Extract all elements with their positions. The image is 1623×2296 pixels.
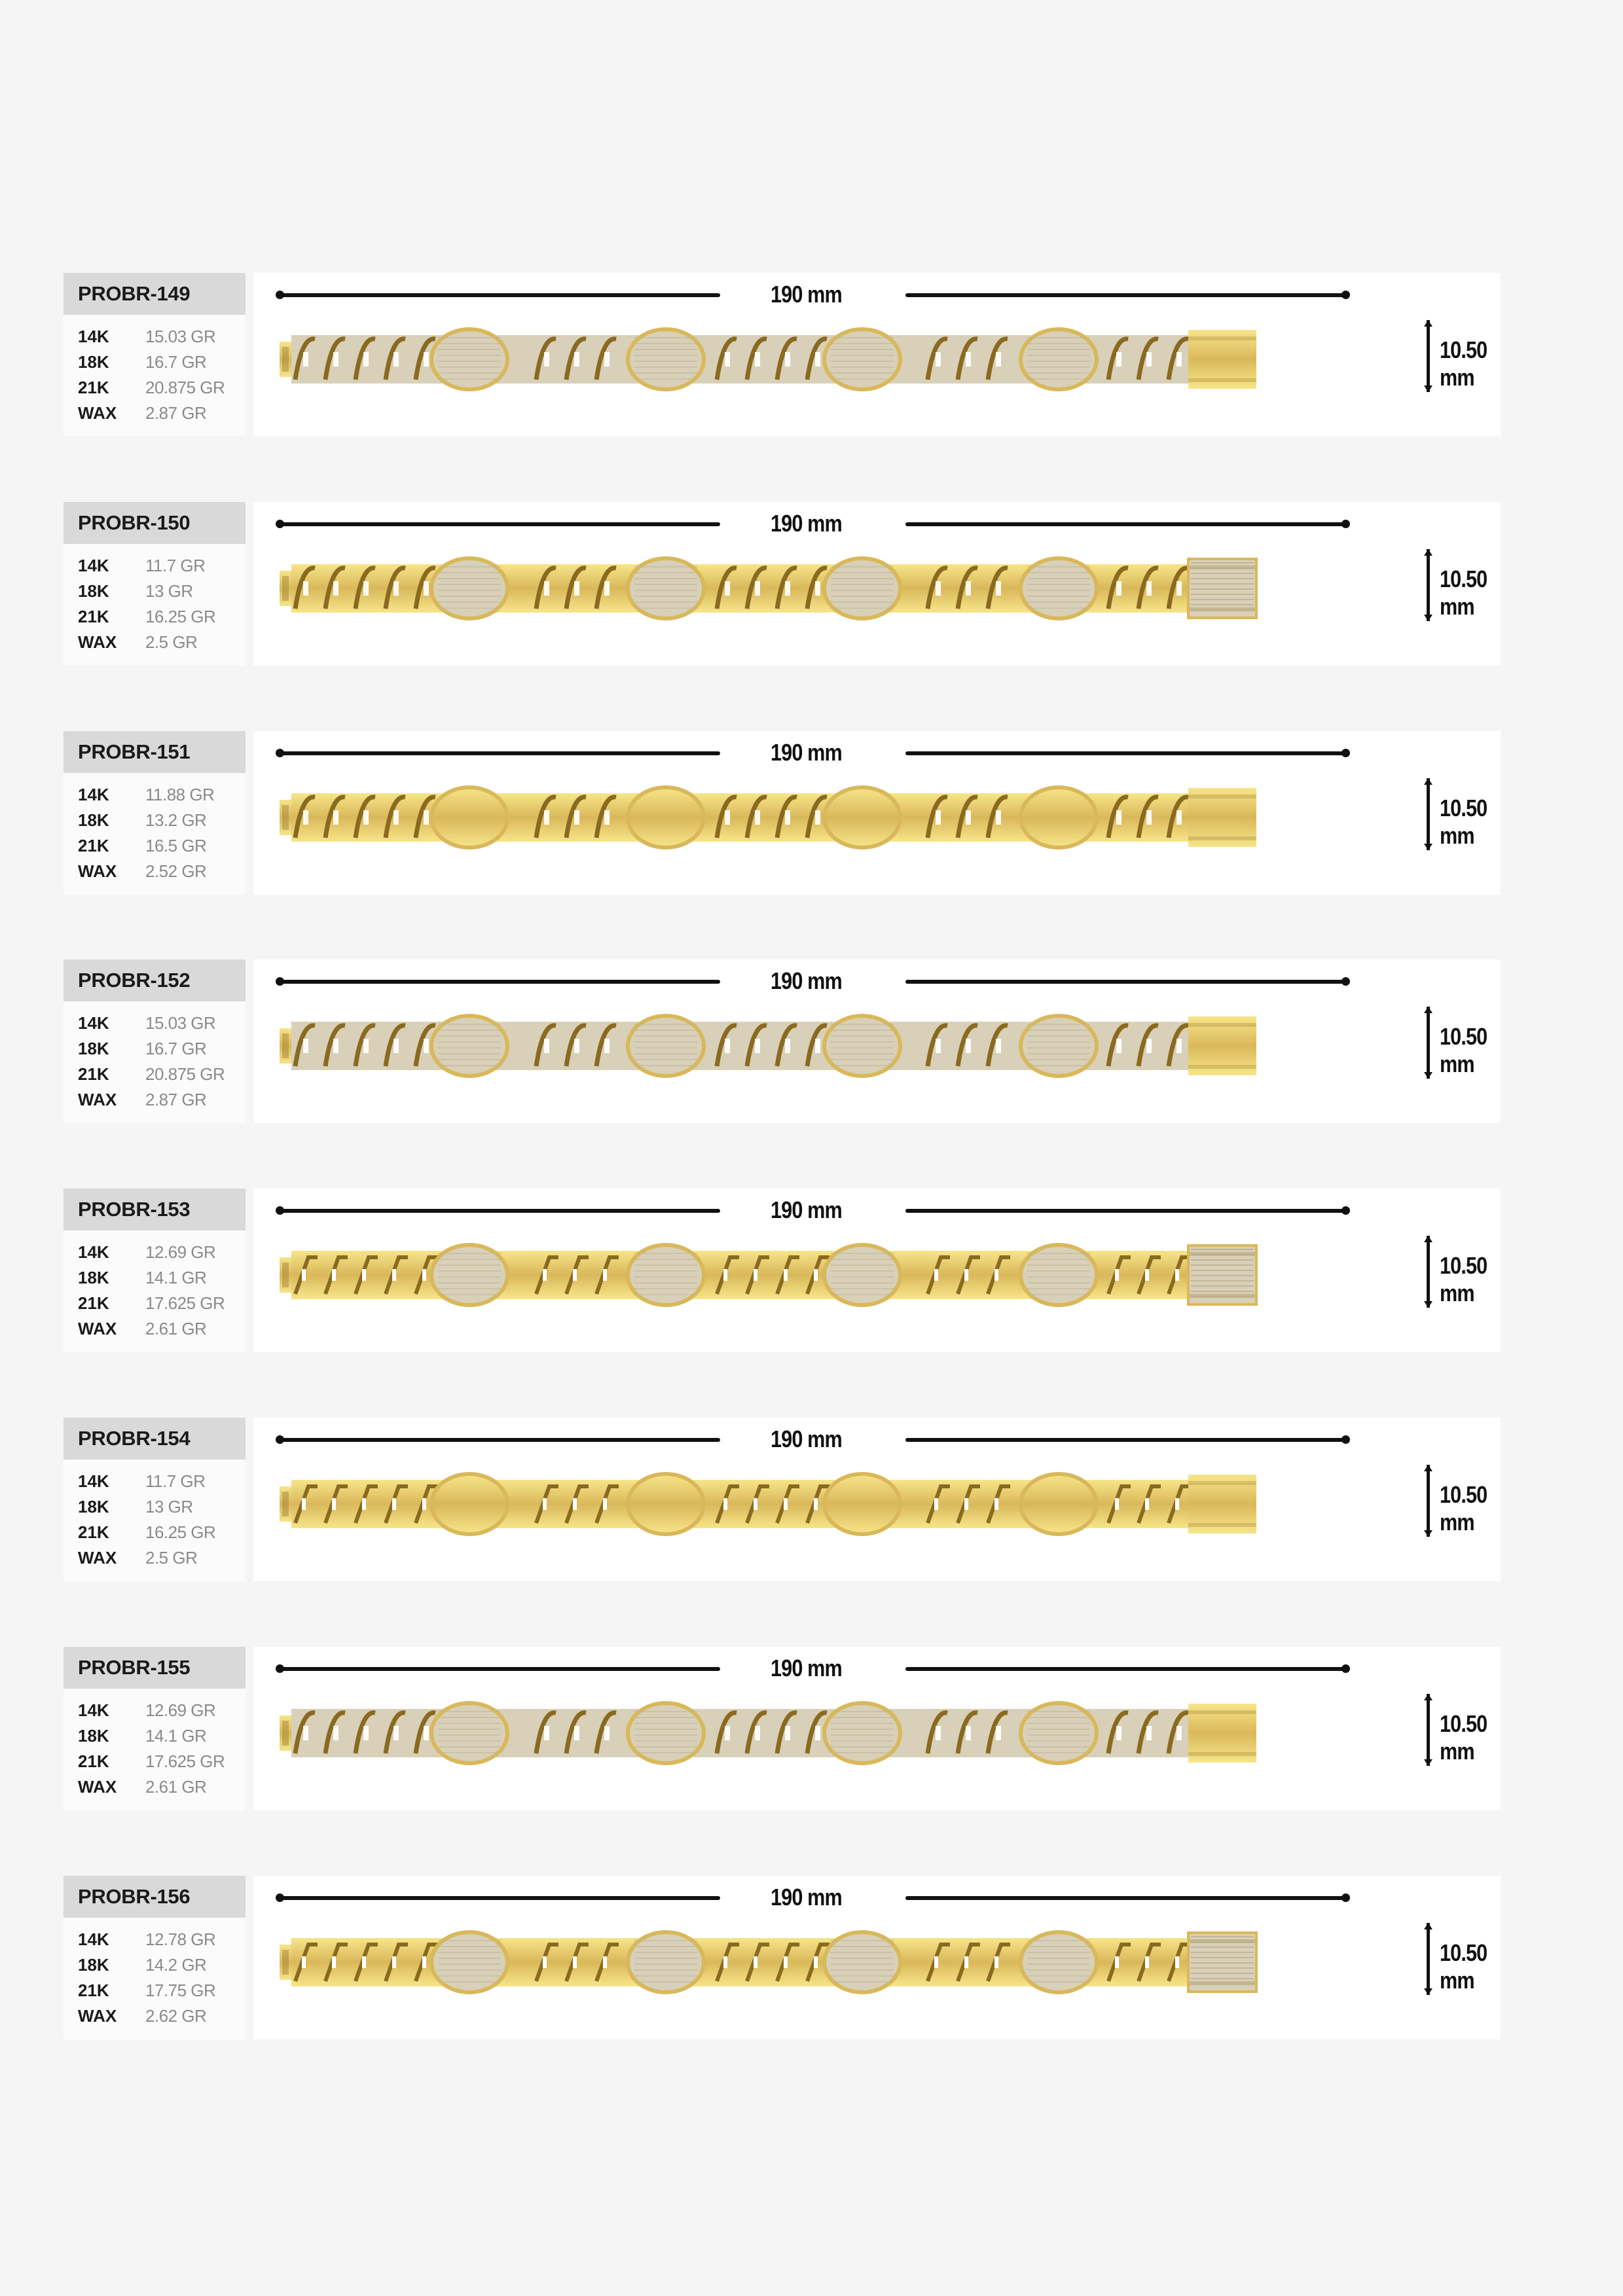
dimension-arrow-right-icon [1341, 1206, 1350, 1215]
karat-label: WAX [78, 1777, 117, 1797]
product-code: PROBR-153 [64, 1189, 246, 1230]
weight-value: 16.7 GR [145, 1039, 207, 1058]
bracelet-image [280, 1014, 1288, 1078]
karat-label: 18K [78, 1726, 109, 1746]
karat-label: 14K [78, 1929, 109, 1949]
weight-value: 16.25 GR [145, 1522, 216, 1542]
image-panel [253, 731, 1501, 895]
spec-panel [64, 1418, 246, 1581]
width-label: 10.50 mm [1440, 1481, 1487, 1535]
width-dimension-arrow-icon [1427, 1923, 1430, 1995]
width-dimension-arrow-icon [1427, 1465, 1430, 1537]
karat-label: 21K [78, 1751, 109, 1771]
bracelet-image [280, 1472, 1288, 1536]
karat-label: WAX [78, 403, 117, 423]
weight-row-wax [78, 2003, 215, 2029]
weight-value: 12.78 GR [145, 1929, 216, 1949]
width-dimension-arrow-icon [1427, 549, 1430, 621]
length-label: 190 mm [771, 281, 842, 308]
weight-value: 16.7 GR [145, 352, 207, 372]
weight-row-14k [78, 782, 214, 808]
bracelet-image [280, 1930, 1288, 1994]
karat-label: 21K [78, 1522, 109, 1542]
karat-label: WAX [78, 2006, 117, 2026]
karat-label: 14K [78, 1471, 109, 1491]
weight-row-18k [78, 1036, 225, 1062]
dimension-arrow-right-icon [1341, 749, 1350, 757]
length-dimension-line [905, 1667, 1347, 1671]
product-card-probr-149 [64, 273, 1501, 437]
weight-row-wax [78, 630, 215, 655]
weight-value: 16.5 GR [145, 836, 207, 855]
weight-value: 13 GR [145, 1497, 193, 1516]
product-card-probr-155 [64, 1647, 1501, 1810]
length-label: 190 mm [771, 1196, 842, 1223]
weight-row-14k [78, 1240, 225, 1265]
weight-value: 14.1 GR [145, 1268, 207, 1287]
length-dimension-line [905, 1896, 1347, 1900]
length-dimension-line [278, 980, 720, 984]
length-dimension-line [905, 1209, 1347, 1213]
weight-value: 12.69 GR [145, 1700, 216, 1720]
weight-value: 2.61 GR [145, 1777, 207, 1797]
weight-value: 11.7 GR [145, 556, 206, 575]
karat-label: WAX [78, 1548, 117, 1568]
weight-value: 12.69 GR [145, 1242, 216, 1262]
weight-value: 17.625 GR [145, 1293, 225, 1313]
karat-label: 14K [78, 1700, 109, 1720]
weight-row-14k [78, 1469, 215, 1494]
width-dimension-arrow-icon [1427, 1007, 1430, 1079]
weight-table [78, 1927, 215, 2029]
length-label: 190 mm [771, 1884, 842, 1910]
image-panel [253, 1418, 1501, 1581]
spec-panel [64, 960, 246, 1123]
width-label: 10.50 mm [1440, 1939, 1487, 1994]
product-code: PROBR-156 [64, 1876, 246, 1918]
length-dimension-line [905, 293, 1347, 297]
bracelet-image [280, 1243, 1288, 1307]
weight-value: 16.25 GR [145, 607, 216, 626]
weight-row-18k [78, 350, 225, 375]
weight-value: 11.88 GR [145, 785, 215, 804]
spec-panel [64, 1647, 246, 1810]
weight-row-18k [78, 1494, 215, 1520]
length-label: 190 mm [771, 510, 842, 537]
weight-table [78, 324, 225, 426]
karat-label: 18K [78, 581, 109, 601]
image-panel [253, 273, 1501, 437]
weight-table [78, 1698, 225, 1800]
image-panel [253, 1189, 1501, 1352]
weight-table [78, 782, 214, 884]
karat-label: 18K [78, 1039, 109, 1058]
karat-label: 14K [78, 785, 109, 804]
weight-value: 2.52 GR [145, 861, 207, 881]
weight-row-14k [78, 1927, 215, 1952]
length-dimension-line [278, 751, 720, 755]
weight-row-21k [78, 604, 215, 630]
dimension-arrow-right-icon [1341, 291, 1350, 299]
karat-label: WAX [78, 861, 117, 881]
karat-label: WAX [78, 632, 117, 652]
weight-row-wax [78, 1545, 215, 1571]
weight-row-14k [78, 324, 225, 350]
karat-label: 14K [78, 1242, 109, 1262]
weight-row-14k [78, 553, 215, 579]
image-panel [253, 1876, 1501, 2039]
length-dimension-line [278, 522, 720, 526]
karat-label: 21K [78, 378, 109, 397]
width-dimension-arrow-icon [1427, 778, 1430, 850]
weight-value: 14.1 GR [145, 1726, 207, 1746]
weight-row-21k [78, 1062, 225, 1087]
weight-value: 2.87 GR [145, 1090, 207, 1109]
width-dimension-arrow-icon [1427, 320, 1430, 392]
weight-table [78, 1011, 225, 1113]
weight-value: 13 GR [145, 581, 193, 601]
weight-row-21k [78, 1520, 215, 1545]
length-label: 190 mm [771, 1426, 842, 1452]
product-card-probr-152 [64, 960, 1501, 1123]
product-code: PROBR-149 [64, 273, 246, 315]
weight-table [78, 1240, 225, 1342]
weight-row-21k [78, 375, 225, 401]
weight-value: 2.5 GR [145, 632, 198, 652]
spec-panel [64, 502, 246, 666]
spec-panel [64, 1189, 246, 1352]
weight-row-14k [78, 1698, 225, 1723]
weight-value: 15.03 GR [145, 327, 216, 346]
length-dimension-line [278, 293, 720, 297]
weight-value: 2.5 GR [145, 1548, 198, 1568]
dimension-arrow-right-icon [1341, 1664, 1350, 1673]
length-dimension-line [905, 980, 1347, 984]
length-dimension-line [278, 1209, 720, 1213]
width-label: 10.50 mm [1440, 1023, 1487, 1077]
weight-row-wax [78, 1774, 225, 1800]
length-label: 190 mm [771, 967, 842, 994]
weight-row-21k [78, 1291, 225, 1316]
weight-row-21k [78, 1978, 215, 2003]
bracelet-image [280, 1701, 1288, 1765]
weight-value: 13.2 GR [145, 810, 207, 830]
karat-label: 21K [78, 836, 109, 855]
weight-row-18k [78, 1723, 225, 1749]
weight-value: 17.625 GR [145, 1751, 225, 1771]
karat-label: 14K [78, 1013, 109, 1033]
product-code: PROBR-154 [64, 1418, 246, 1460]
length-dimension-line [905, 751, 1347, 755]
image-panel [253, 502, 1501, 666]
weight-value: 2.62 GR [145, 2006, 207, 2026]
length-label: 190 mm [771, 739, 842, 766]
product-card-probr-151 [64, 731, 1501, 895]
karat-label: WAX [78, 1090, 117, 1109]
karat-label: WAX [78, 1319, 117, 1338]
bracelet-image [280, 785, 1288, 850]
weight-row-18k [78, 579, 215, 604]
weight-row-wax [78, 1316, 225, 1342]
weight-row-wax [78, 859, 214, 884]
karat-label: 21K [78, 607, 109, 626]
width-dimension-arrow-icon [1427, 1694, 1430, 1766]
length-dimension-line [905, 1438, 1347, 1442]
weight-value: 2.87 GR [145, 403, 207, 423]
weight-value: 20.875 GR [145, 378, 225, 397]
length-dimension-line [278, 1438, 720, 1442]
product-code: PROBR-152 [64, 960, 246, 1001]
spec-panel [64, 731, 246, 895]
length-label: 190 mm [771, 1655, 842, 1681]
weight-table [78, 1469, 215, 1571]
karat-label: 18K [78, 1955, 109, 1975]
image-panel [253, 1647, 1501, 1810]
product-code: PROBR-151 [64, 731, 246, 773]
karat-label: 21K [78, 1981, 109, 2000]
weight-table [78, 553, 215, 655]
dimension-arrow-right-icon [1341, 1435, 1350, 1444]
product-card-probr-156 [64, 1876, 1501, 2039]
weight-row-18k [78, 1952, 215, 1978]
weight-row-18k [78, 808, 214, 833]
product-code: PROBR-150 [64, 502, 246, 544]
karat-label: 14K [78, 327, 109, 346]
length-dimension-line [905, 522, 1347, 526]
dimension-arrow-right-icon [1341, 520, 1350, 528]
karat-label: 18K [78, 1268, 109, 1287]
weight-row-wax [78, 1087, 225, 1113]
weight-value: 20.875 GR [145, 1064, 225, 1084]
spec-panel [64, 273, 246, 437]
karat-label: 18K [78, 352, 109, 372]
dimension-arrow-right-icon [1341, 977, 1350, 986]
product-code: PROBR-155 [64, 1647, 246, 1689]
weight-value: 2.61 GR [145, 1319, 207, 1338]
bracelet-image [280, 556, 1288, 620]
weight-row-wax [78, 401, 225, 426]
karat-label: 21K [78, 1293, 109, 1313]
length-dimension-line [278, 1896, 720, 1900]
width-dimension-arrow-icon [1427, 1236, 1430, 1308]
weight-value: 14.2 GR [145, 1955, 207, 1975]
karat-label: 21K [78, 1064, 109, 1084]
weight-row-21k [78, 833, 214, 859]
dimension-arrow-right-icon [1341, 1893, 1350, 1902]
bracelet-image [280, 327, 1288, 391]
karat-label: 14K [78, 556, 109, 575]
weight-row-14k [78, 1011, 225, 1036]
karat-label: 18K [78, 810, 109, 830]
width-label: 10.50 mm [1440, 795, 1487, 849]
product-card-probr-154 [64, 1418, 1501, 1581]
weight-row-18k [78, 1265, 225, 1291]
width-label: 10.50 mm [1440, 1252, 1487, 1306]
product-card-probr-153 [64, 1189, 1501, 1352]
product-card-probr-150 [64, 502, 1501, 666]
karat-label: 18K [78, 1497, 109, 1516]
weight-value: 11.7 GR [145, 1471, 206, 1491]
weight-value: 15.03 GR [145, 1013, 216, 1033]
image-panel [253, 960, 1501, 1123]
width-label: 10.50 mm [1440, 565, 1487, 620]
weight-row-21k [78, 1749, 225, 1774]
length-dimension-line [278, 1667, 720, 1671]
width-label: 10.50 mm [1440, 1710, 1487, 1765]
spec-panel [64, 1876, 246, 2039]
width-label: 10.50 mm [1440, 336, 1487, 391]
weight-value: 17.75 GR [145, 1981, 216, 2000]
